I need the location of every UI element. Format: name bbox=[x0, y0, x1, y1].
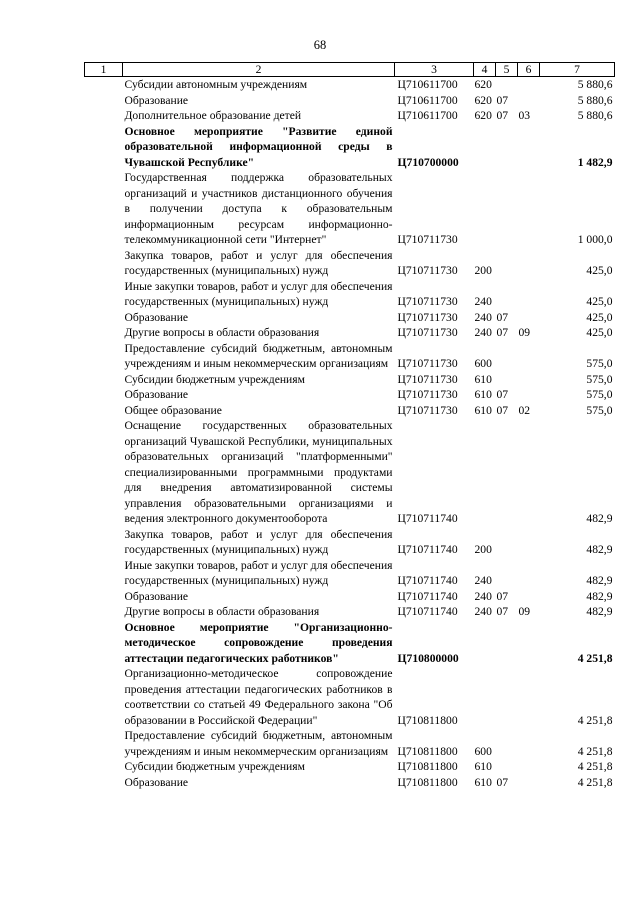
section-cell bbox=[496, 728, 518, 759]
subsection-cell bbox=[518, 279, 540, 310]
item-name-cell: Другие вопросы в области образования bbox=[124, 326, 320, 339]
column-header: 2 bbox=[123, 63, 395, 77]
expense-type-cell: 240 bbox=[474, 589, 492, 603]
target-code-cell: Ц710711730 bbox=[397, 326, 458, 339]
section-cell: 07 bbox=[496, 310, 509, 324]
section-cell bbox=[496, 759, 518, 775]
section-cell bbox=[496, 77, 518, 93]
table-row bbox=[85, 527, 615, 558]
item-name-cell: Другие вопросы в области образования bbox=[124, 605, 320, 618]
expense-type-cell: 200 bbox=[474, 264, 492, 277]
row-number-cell bbox=[85, 589, 123, 605]
item-name-cell: Предоставление субсидий бюджетным, автономным учреждениям и иным некоммерческим организациям bbox=[124, 341, 393, 370]
subsection-cell bbox=[518, 248, 540, 279]
amount-cell: 4 251,8 bbox=[577, 651, 613, 665]
target-code-cell: Ц710811800 bbox=[397, 775, 458, 789]
section-cell bbox=[496, 170, 518, 248]
column-header: 6 bbox=[518, 63, 540, 77]
target-code-cell: Ц710711730 bbox=[397, 403, 458, 417]
row-number-cell bbox=[85, 108, 123, 124]
table-row bbox=[85, 108, 615, 124]
amount-cell: 575,0 bbox=[586, 403, 613, 417]
amount-cell: 482,9 bbox=[586, 512, 613, 525]
subsection-cell bbox=[518, 558, 540, 589]
table-row bbox=[85, 604, 615, 620]
row-number-cell bbox=[85, 604, 123, 620]
table-row bbox=[85, 666, 615, 728]
amount-cell: 425,0 bbox=[586, 310, 613, 324]
subsection-cell bbox=[518, 310, 540, 326]
row-number-cell bbox=[85, 620, 123, 667]
item-name-cell: Закупка товаров, работ и услуг для обеспечения государственных (муниципальных) нужд bbox=[124, 248, 393, 277]
table-body bbox=[85, 77, 615, 791]
row-number-cell bbox=[85, 124, 123, 171]
table-row bbox=[85, 759, 615, 775]
amount-cell: 5 880,6 bbox=[577, 78, 613, 91]
expense-type-cell bbox=[474, 170, 496, 248]
table-row bbox=[85, 775, 615, 791]
section-cell bbox=[496, 620, 518, 667]
section-cell: 07 bbox=[496, 605, 509, 618]
row-number-cell bbox=[85, 759, 123, 775]
section-cell bbox=[496, 666, 518, 728]
target-code-cell: Ц710811800 bbox=[397, 744, 458, 758]
expense-type-cell: 610 bbox=[474, 372, 492, 386]
subsection-cell: 09 bbox=[518, 326, 531, 339]
column-header: 3 bbox=[395, 63, 474, 77]
target-code-cell: Ц710611700 bbox=[397, 109, 458, 122]
expense-type-cell bbox=[474, 418, 496, 527]
subsection-cell bbox=[518, 589, 540, 605]
section-cell: 07 bbox=[496, 775, 509, 789]
amount-cell: 482,9 bbox=[586, 589, 613, 603]
section-cell bbox=[496, 418, 518, 527]
table-header bbox=[85, 63, 615, 77]
table-row bbox=[85, 589, 615, 605]
amount-cell: 575,0 bbox=[586, 357, 613, 370]
amount-cell: 4 251,8 bbox=[577, 744, 613, 758]
subsection-cell bbox=[518, 527, 540, 558]
section-cell: 07 bbox=[496, 326, 509, 339]
expense-type-cell: 620 bbox=[474, 93, 492, 107]
item-name-cell: Основное мероприятие "Развитие единой образовательной информационной среды в Чувашской Республике" bbox=[124, 124, 393, 169]
amount-cell: 575,0 bbox=[586, 372, 613, 386]
target-code-cell: Ц710700000 bbox=[397, 155, 459, 169]
expense-type-cell: 600 bbox=[474, 744, 492, 758]
row-number-cell bbox=[85, 666, 123, 728]
section-cell bbox=[496, 248, 518, 279]
table-row bbox=[85, 124, 615, 171]
table-row bbox=[85, 728, 615, 759]
target-code-cell: Ц710711730 bbox=[397, 295, 458, 308]
subsection-cell bbox=[518, 170, 540, 248]
subsection-cell bbox=[518, 666, 540, 728]
target-code-cell: Ц710711740 bbox=[397, 574, 458, 587]
item-name-cell: Иные закупки товаров, работ и услуг для обеспечения государственных (муниципальных) нужд bbox=[124, 558, 393, 587]
item-name-cell: Оснащение государственных образовательных организаций Чувашской Республики, муниципальных образовательных организаций "платформенными" специализированными программными продуктами для внедрения автоматизированной системы управления образовательными организациями и ведения электронного документооборота bbox=[124, 419, 393, 525]
expense-type-cell: 600 bbox=[474, 357, 492, 370]
target-code-cell: Ц710711740 bbox=[397, 589, 458, 603]
row-number-cell bbox=[85, 325, 123, 341]
table-row bbox=[85, 620, 615, 667]
table-row bbox=[85, 93, 615, 109]
item-name-cell: Образование bbox=[124, 310, 189, 324]
target-code-cell: Ц710611700 bbox=[397, 78, 458, 91]
section-cell: 07 bbox=[496, 109, 509, 122]
item-name-cell: Закупка товаров, работ и услуг для обеспечения государственных (муниципальных) нужд bbox=[124, 527, 393, 556]
row-number-cell bbox=[85, 341, 123, 372]
expense-type-cell: 610 bbox=[474, 388, 492, 401]
table-row bbox=[85, 248, 615, 279]
target-code-cell: Ц710711740 bbox=[397, 512, 458, 525]
expense-type-cell: 240 bbox=[474, 326, 492, 339]
expense-type-cell: 240 bbox=[474, 295, 492, 308]
row-number-cell bbox=[85, 248, 123, 279]
subsection-cell: 09 bbox=[518, 605, 531, 618]
table-row bbox=[85, 341, 615, 372]
expense-type-cell: 610 bbox=[474, 760, 492, 773]
target-code-cell: Ц710711730 bbox=[397, 372, 458, 386]
target-code-cell: Ц710800000 bbox=[397, 651, 459, 665]
table-row bbox=[85, 558, 615, 589]
column-header: 7 bbox=[540, 63, 615, 77]
subsection-cell bbox=[518, 341, 540, 372]
target-code-cell: Ц710711730 bbox=[397, 264, 458, 277]
item-name-cell: Субсидии автономным учреждениям bbox=[124, 78, 308, 91]
target-code-cell: Ц710611700 bbox=[397, 93, 458, 107]
item-name-cell: Образование bbox=[124, 775, 189, 789]
row-number-cell bbox=[85, 310, 123, 326]
subsection-cell bbox=[518, 418, 540, 527]
table-row bbox=[85, 418, 615, 527]
section-cell bbox=[496, 527, 518, 558]
table-row bbox=[85, 77, 615, 93]
row-number-cell bbox=[85, 775, 123, 791]
amount-cell: 425,0 bbox=[586, 264, 613, 277]
expense-type-cell bbox=[474, 124, 496, 171]
target-code-cell: Ц710711730 bbox=[397, 357, 458, 370]
expense-type-cell bbox=[474, 666, 496, 728]
item-name-cell: Общее образование bbox=[124, 403, 222, 417]
item-name-cell: Образование bbox=[124, 388, 189, 401]
item-name-cell: Организационно-методическое сопровождение проведения аттестации педагогических работников в соответствии со статьей 49 Федерального закона "Об образовании в Российской Федерации" bbox=[124, 667, 393, 727]
amount-cell: 5 880,6 bbox=[577, 109, 613, 122]
row-number-cell bbox=[85, 418, 123, 527]
expense-type-cell: 620 bbox=[474, 109, 492, 122]
target-code-cell: Ц710711730 bbox=[397, 233, 458, 246]
amount-cell: 482,9 bbox=[586, 605, 613, 618]
section-cell bbox=[496, 558, 518, 589]
amount-cell: 1 000,0 bbox=[577, 233, 613, 246]
section-cell: 07 bbox=[496, 93, 509, 107]
subsection-cell bbox=[518, 759, 540, 775]
subsection-cell: 02 bbox=[518, 403, 531, 417]
row-number-cell bbox=[85, 170, 123, 248]
section-cell: 07 bbox=[496, 388, 509, 401]
subsection-cell bbox=[518, 387, 540, 403]
amount-cell: 482,9 bbox=[586, 574, 613, 587]
budget-table bbox=[84, 62, 615, 790]
target-code-cell: Ц710811800 bbox=[397, 760, 458, 773]
item-name-cell: Предоставление субсидий бюджетным, автономным учреждениям и иным некоммерческим организациям bbox=[124, 729, 393, 758]
expense-type-cell: 240 bbox=[474, 310, 492, 324]
target-code-cell: Ц710711730 bbox=[397, 388, 458, 401]
expense-type-cell: 610 bbox=[474, 403, 492, 417]
item-name-cell: Иные закупки товаров, работ и услуг для обеспечения государственных (муниципальных) нужд bbox=[124, 279, 393, 308]
subsection-cell bbox=[518, 124, 540, 171]
table-row bbox=[85, 279, 615, 310]
item-name-cell: Образование bbox=[124, 589, 189, 603]
target-code-cell: Ц710711740 bbox=[397, 605, 458, 618]
target-code-cell: Ц710711730 bbox=[397, 310, 458, 324]
item-name-cell: Субсидии бюджетным учреждениям bbox=[124, 372, 305, 386]
item-name-cell: Основное мероприятие "Организационно-методическое сопровождение проведения аттестации педагогических работников" bbox=[124, 620, 393, 665]
table-row bbox=[85, 310, 615, 326]
amount-cell: 5 880,6 bbox=[577, 93, 613, 107]
item-name-cell: Образование bbox=[124, 93, 189, 107]
row-number-cell bbox=[85, 279, 123, 310]
expense-type-cell: 240 bbox=[474, 605, 492, 618]
amount-cell: 425,0 bbox=[586, 326, 613, 339]
subsection-cell bbox=[518, 93, 540, 109]
row-number-cell bbox=[85, 372, 123, 388]
section-cell: 07 bbox=[496, 589, 509, 603]
target-code-cell: Ц710811800 bbox=[397, 713, 458, 727]
row-number-cell bbox=[85, 93, 123, 109]
subsection-cell bbox=[518, 620, 540, 667]
subsection-cell bbox=[518, 775, 540, 791]
amount-cell: 575,0 bbox=[586, 388, 613, 401]
row-number-cell bbox=[85, 387, 123, 403]
table-row bbox=[85, 170, 615, 248]
amount-cell: 4 251,8 bbox=[577, 775, 613, 789]
row-number-cell bbox=[85, 527, 123, 558]
column-header: 1 bbox=[85, 63, 123, 77]
expense-type-cell: 200 bbox=[474, 543, 492, 556]
subsection-cell bbox=[518, 728, 540, 759]
section-cell bbox=[496, 341, 518, 372]
amount-cell: 1 482,9 bbox=[577, 155, 613, 169]
subsection-cell bbox=[518, 372, 540, 388]
column-header: 4 bbox=[474, 63, 496, 77]
amount-cell: 4 251,8 bbox=[577, 713, 613, 727]
section-cell bbox=[496, 372, 518, 388]
item-name-cell: Субсидии бюджетным учреждениям bbox=[124, 760, 305, 773]
subsection-cell: 03 bbox=[518, 109, 531, 122]
table-row bbox=[85, 372, 615, 388]
table-row bbox=[85, 403, 615, 419]
expense-type-cell: 610 bbox=[474, 775, 492, 789]
item-name-cell: Дополнительное образование детей bbox=[124, 109, 302, 122]
subsection-cell bbox=[518, 77, 540, 93]
row-number-cell bbox=[85, 558, 123, 589]
page-number: 68 bbox=[313, 38, 327, 52]
expense-type-cell: 240 bbox=[474, 574, 492, 587]
row-number-cell bbox=[85, 728, 123, 759]
column-header: 5 bbox=[496, 63, 518, 77]
section-cell: 07 bbox=[496, 403, 509, 417]
section-cell bbox=[496, 124, 518, 171]
expense-type-cell bbox=[474, 620, 496, 667]
row-number-cell bbox=[85, 77, 123, 93]
table-row bbox=[85, 325, 615, 341]
amount-cell: 425,0 bbox=[586, 295, 613, 308]
expense-type-cell: 620 bbox=[474, 78, 492, 91]
amount-cell: 482,9 bbox=[586, 543, 613, 556]
table-row bbox=[85, 387, 615, 403]
section-cell bbox=[496, 279, 518, 310]
item-name-cell: Государственная поддержка образовательных организаций и участников дистанционного обучения в получении доступа к образовательным информационным ресурсам информационно-телекоммуникационной сети "Интернет" bbox=[124, 171, 393, 246]
target-code-cell: Ц710711740 bbox=[397, 543, 458, 556]
row-number-cell bbox=[85, 403, 123, 419]
amount-cell: 4 251,8 bbox=[577, 760, 613, 773]
